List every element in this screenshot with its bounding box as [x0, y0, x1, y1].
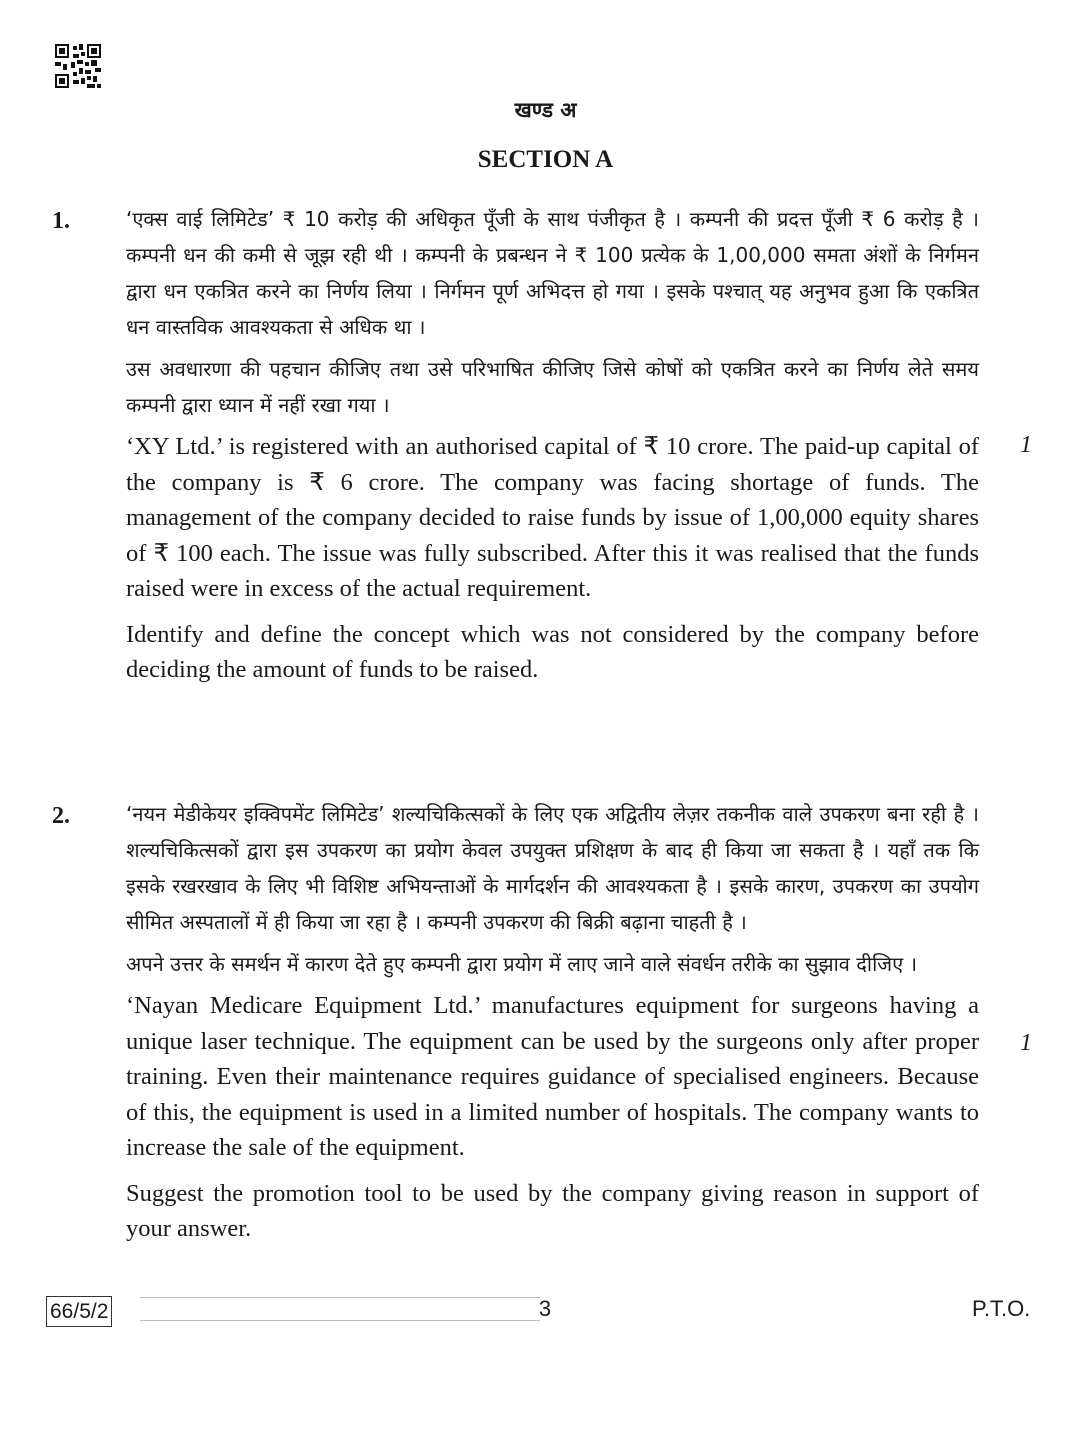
question-prompt-english: Identify and define the concept which was not considered by the company before deciding the amount of funds to be raised. [126, 620, 979, 683]
question-marks: 1 [1020, 1030, 1032, 1056]
question-prompt-hindi: अपने उत्तर के समर्थन में कारण देते हुए कम्पनी द्वारा प्रयोग में लाए जाने वाले संवर्धन तरीके का सुझाव दीजिए । [126, 952, 918, 976]
question-case-hindi: ‘एक्स वाई लिमिटेड’ ₹ 10 करोड़ की अधिकृत पूँजी के साथ पंजीकृत है । कम्पनी की प्रदत्त पूँजी ₹ 6 करोड़ है । कम्पनी धन की कमी से जूझ रही थी । कम्पनी के प्रबन्धन ने ₹ 100 प्रत्येक के 1,00,000 समता अंशों के निर्गमन द्वारा धन एकत्रित करने का निर्णय लिया । निर्गमन पूर्ण अभिदत्त हो गया । इसके पश्चात् यह अनुभव हुआ कि एकत्रित धन वास्तविक आवश्यकता से अधिक था । [126, 207, 979, 339]
question-case-english: ‘XY Ltd.’ is registered with an authorised capital of ₹ 10 crore. The paid-up capital of the company is ₹ 6 crore. The company was facing shortage of funds. The management of the company decided to raise funds by issue of 1,00,000 equity shares of ₹ 100 each. The issue was fully subscribed. After this it was realised that the funds raised were in excess of the actual requirement. [126, 433, 979, 602]
page-number: 3 [538, 1296, 552, 1321]
question-1-body [126, 201, 979, 688]
question-case-hindi: ‘नयन मेडीकेयर इक्विपमेंट लिमिटेड’ शल्यचिकित्सकों के लिए एक अद्वितीय लेज़र तकनीक वाले उपकरण बना रही है । शल्यचिकित्सकों द्वारा इस उपकरण का प्रयोग केवल उपयुक्त प्रशिक्षण के बाद ही किया जा सकता है । यहाँ तक कि इसके रखरखाव के लिए भी विशिष्ट अभियन्ताओं के मार्गदर्शन की आवश्यकता है । इसके कारण, उपकरण का उपयोग सीमित अस्पतालों में ही किया जा रहा है । कम्पनी उपकरण की बिक्री बढ़ाना चाहती है । [126, 802, 979, 934]
question-prompt-hindi: उस अवधारणा की पहचान कीजिए तथा उसे परिभाषित कीजिए जिसे कोषों को एकत्रित करने का निर्णय लेते समय कम्पनी द्वारा ध्यान में नहीं रखा गया । [126, 357, 979, 417]
question-number: 2. [52, 803, 70, 829]
paper-code: 66/5/2 [46, 1296, 112, 1327]
barcode-strip-icon [140, 1294, 540, 1324]
section-title-english: SECTION A [477, 146, 614, 173]
please-turn-over: P.T.O. [972, 1296, 1031, 1321]
question-number: 1. [52, 208, 70, 234]
section-title-hindi: खण्ड अ [514, 97, 577, 122]
question-marks: 1 [1020, 432, 1032, 458]
question-prompt-english: Suggest the promotion tool to be used by the company giving reason in support of your answer. [126, 1179, 979, 1242]
question-2-body [126, 796, 979, 1247]
qr-code-icon [55, 44, 101, 88]
question-case-english: ‘Nayan Medicare Equipment Ltd.’ manufactures equipment for surgeons having a unique laser technique. The equipment can be used by the surgeons only after proper training. Even their maintenance requires guidance of specialised engineers. Because of this, the equipment is used in a limited number of hospitals. The company wants to increase the sale of the equipment. [126, 992, 979, 1161]
